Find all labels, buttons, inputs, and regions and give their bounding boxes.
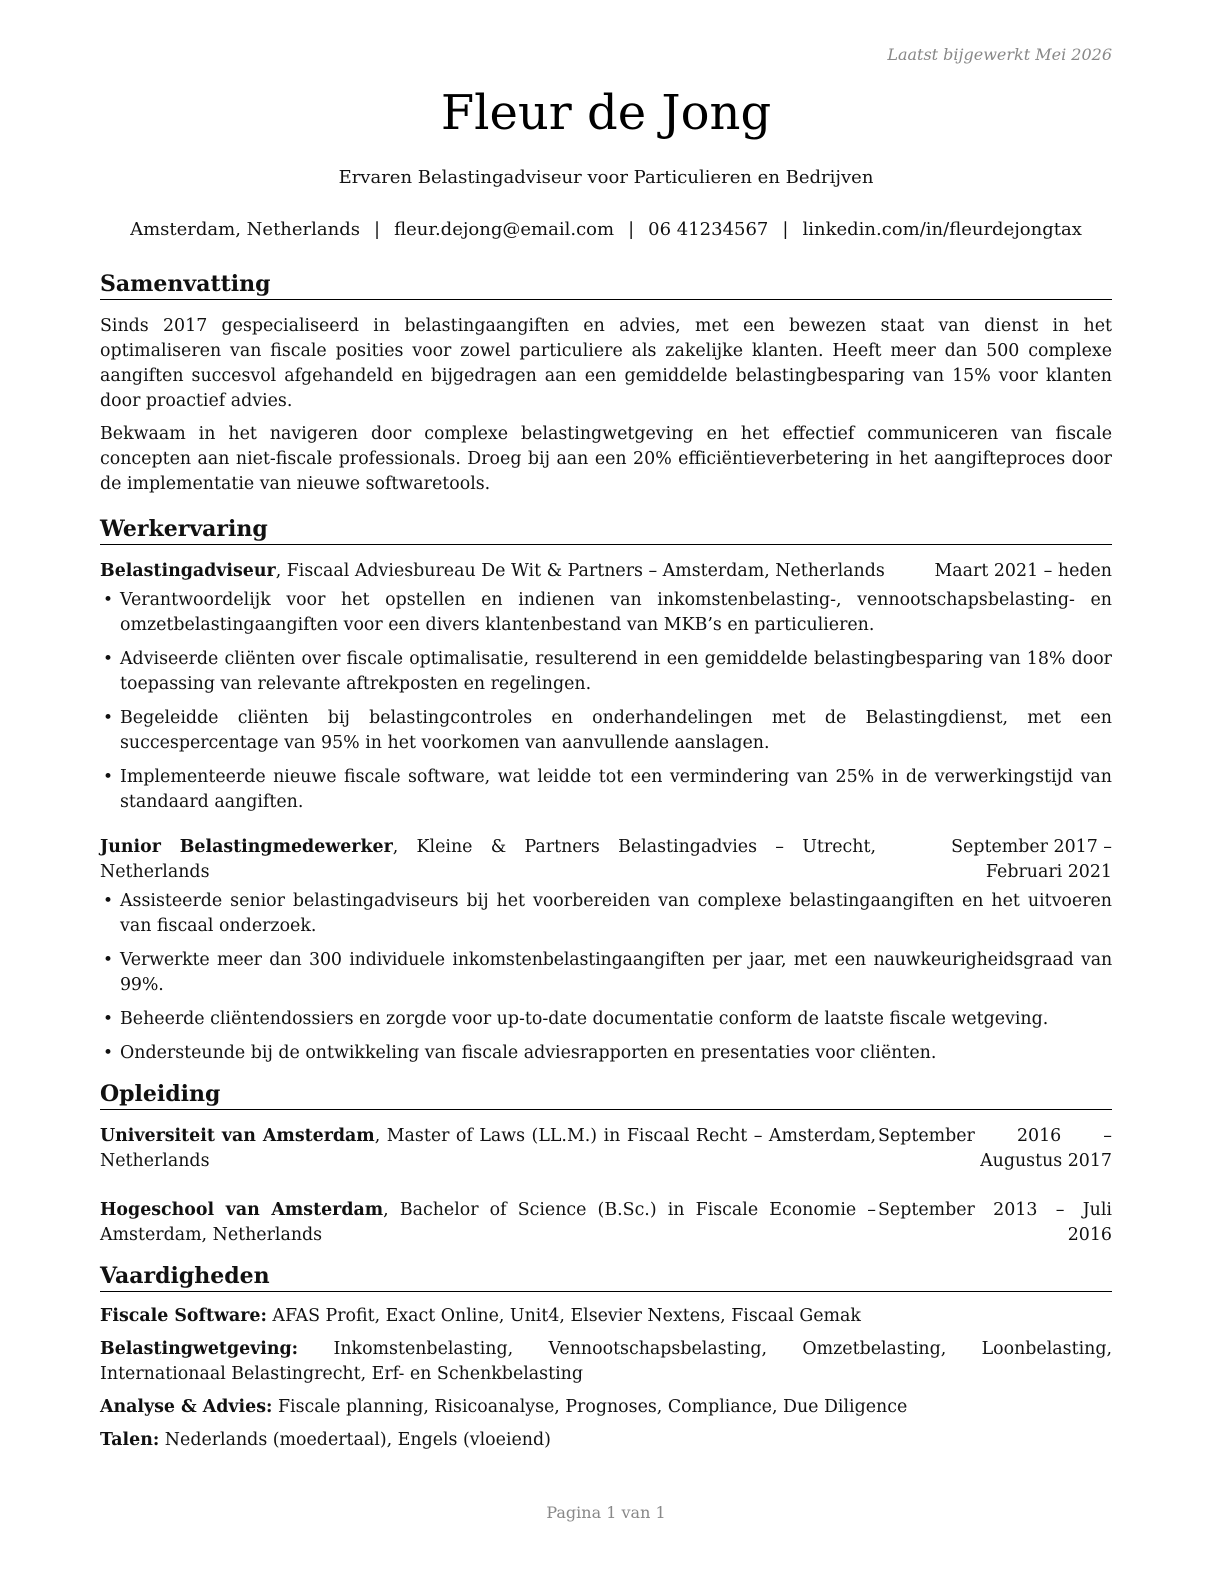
last-updated: Laatst bijgewerkt Mei 2026 xyxy=(887,45,1112,64)
education-title-line xyxy=(100,1124,876,1174)
section-title-summary: Samenvatting xyxy=(100,270,1112,300)
skill-label: Fiscale Software: xyxy=(100,1306,267,1326)
contact-line xyxy=(100,219,1112,240)
candidate-subtitle: Ervaren Belastingadviseur voor Particulieren en Bedrijven xyxy=(338,167,874,188)
job-details: , Kleine & Partners Belastingadvies – Utrecht, Netherlands xyxy=(100,837,876,882)
skill-label: Talen: xyxy=(100,1430,160,1450)
contact-email[interactable]: fleur.dejong@email.com xyxy=(394,219,615,240)
section-title-experience: Werkervaring xyxy=(100,515,1112,545)
list-item: • Adviseerde cliënten over fiscale optimalisatie, resulterend in een gemiddelde belastingbesparing van 18% door toepassing van relevante aftrekposten en regelingen. xyxy=(100,647,1112,697)
education-school: Hogeschool van Amsterdam xyxy=(100,1200,384,1220)
education-period: September 2016 – Augustus 2017 xyxy=(878,1126,1112,1171)
list-item: • Assisteerde senior belastingadviseurs bij het voorbereiden van complexe belastingaangiften en het uitvoeren van fiscaal onderzoek. xyxy=(100,889,1112,939)
job-details: , Fiscaal Adviesbureau De Wit & Partners – Amsterdam, Netherlands xyxy=(275,561,885,581)
skill-label: Belastingwetgeving: xyxy=(100,1339,299,1359)
job-title-line xyxy=(100,835,876,885)
skill-line xyxy=(100,1395,1112,1420)
job-role: Junior Belastingmedewerker xyxy=(100,837,393,857)
contact-location: Amsterdam, Netherlands xyxy=(130,219,360,240)
skill-value: AFAS Profit, Exact Online, Unit4, Elsevier Nextens, Fiscaal Gemak xyxy=(266,1306,861,1326)
skill-value: Fiscale planning, Risicoanalyse, Prognoses, Compliance, Due Diligence xyxy=(272,1397,908,1417)
job-bullets xyxy=(100,588,1112,815)
job-title-line xyxy=(100,559,935,584)
section-title-skills: Vaardigheden xyxy=(100,1262,1112,1292)
experience-section xyxy=(100,515,1112,1066)
contact-phone: 06 41234567 xyxy=(648,219,769,240)
education-details: , Master of Laws (LL.M.) in Fiscaal Recht – Amsterdam, Netherlands xyxy=(100,1126,876,1171)
summary-paragraph: Sinds 2017 gespecialiseerd in belastingaangiften en advies, met een bewezen staat van dienst in het optimaliseren van fiscale posities voor zowel particuliere als zakelijke klanten. Heeft meer dan 500 complexe aangiften succesvol afgehandeld en bijgedragen aan een gemiddelde belastingbesparing van 15% voor klanten door proactief advies. xyxy=(100,316,1112,411)
candidate-name: Fleur de Jong xyxy=(440,85,772,141)
section-title-education: Opleiding xyxy=(100,1080,1112,1110)
list-item: • Begeleidde cliënten bij belastingcontroles en onderhandelingen met de Belastingdienst, met een succespercentage van 95% in het voorkomen van aanvullende aanslagen. xyxy=(100,706,1112,756)
resume-page xyxy=(100,0,1112,1584)
education-title-line xyxy=(100,1198,876,1248)
education-details: , Bachelor of Science (B.Sc.) in Fiscale Economie – Amsterdam, Netherlands xyxy=(100,1200,876,1245)
skill-label: Analyse & Advies: xyxy=(100,1397,273,1417)
job-bullets xyxy=(100,889,1112,1066)
skills-section xyxy=(100,1262,1112,1453)
contact-separator: | xyxy=(628,219,635,240)
skill-value: Nederlands (moedertaal), Engels (vloeiend) xyxy=(159,1430,551,1450)
job-period: Maart 2021 – heden xyxy=(934,561,1112,581)
summary-section xyxy=(100,270,1112,497)
list-item: • Ondersteunde bij de ontwikkeling van fiscale adviesrapporten en presentaties voor cliënten. xyxy=(100,1041,1112,1066)
list-item: • Verantwoordelijk voor het opstellen en indienen van inkomstenbelasting-, vennootschapsbelasting- en omzetbelastingaangiften voor een divers klantenbestand van MKB’s en particulieren. xyxy=(100,588,1112,638)
education-period: September 2013 – Juli 2016 xyxy=(878,1200,1112,1245)
education-item xyxy=(100,1124,1112,1174)
skill-value: Inkomstenbelasting, Vennootschapsbelasting, Omzetbelasting, Loonbelasting, Internationaal Belastingrecht, Erf- en Schenkbelasting xyxy=(100,1339,1112,1384)
contact-separator: | xyxy=(374,219,381,240)
job-header xyxy=(100,835,1112,885)
education-item xyxy=(100,1198,1112,1248)
page-number: Pagina 1 van 1 xyxy=(546,1503,666,1522)
resume-content xyxy=(100,270,1112,1463)
skill-line xyxy=(100,1304,1112,1329)
contact-linkedin[interactable]: linkedin.com/in/fleurdejongtax xyxy=(802,219,1082,240)
list-item: • Implementeerde nieuwe fiscale software, wat leidde tot een vermindering van 25% in de verwerkingstijd van standaard aangiften. xyxy=(100,765,1112,815)
list-item: • Beheerde cliëntendossiers en zorgde voor up-to-date documentatie conform de laatste fiscale wetgeving. xyxy=(100,1007,1112,1032)
summary-paragraph: Bekwaam in het navigeren door complexe belastingwetgeving en het effectief communiceren van fiscale concepten aan niet-fiscale professionals. Droeg bij aan een 20% efficiëntieverbetering in het aangifteproces door de implementatie van nieuwe softwaretools. xyxy=(100,424,1112,494)
education-school: Universiteit van Amsterdam xyxy=(100,1126,375,1146)
job-header xyxy=(100,559,1112,584)
contact-separator: | xyxy=(782,219,789,240)
job-role: Belastingadviseur xyxy=(100,561,276,581)
job-period: September 2017 – Februari 2021 xyxy=(951,837,1112,882)
education-section xyxy=(100,1080,1112,1248)
skill-line xyxy=(100,1337,1112,1387)
list-item: • Verwerkte meer dan 300 individuele inkomstenbelastingaangiften per jaar, met een nauwkeurigheidsgraad van 99%. xyxy=(100,948,1112,998)
skill-line xyxy=(100,1428,1112,1453)
